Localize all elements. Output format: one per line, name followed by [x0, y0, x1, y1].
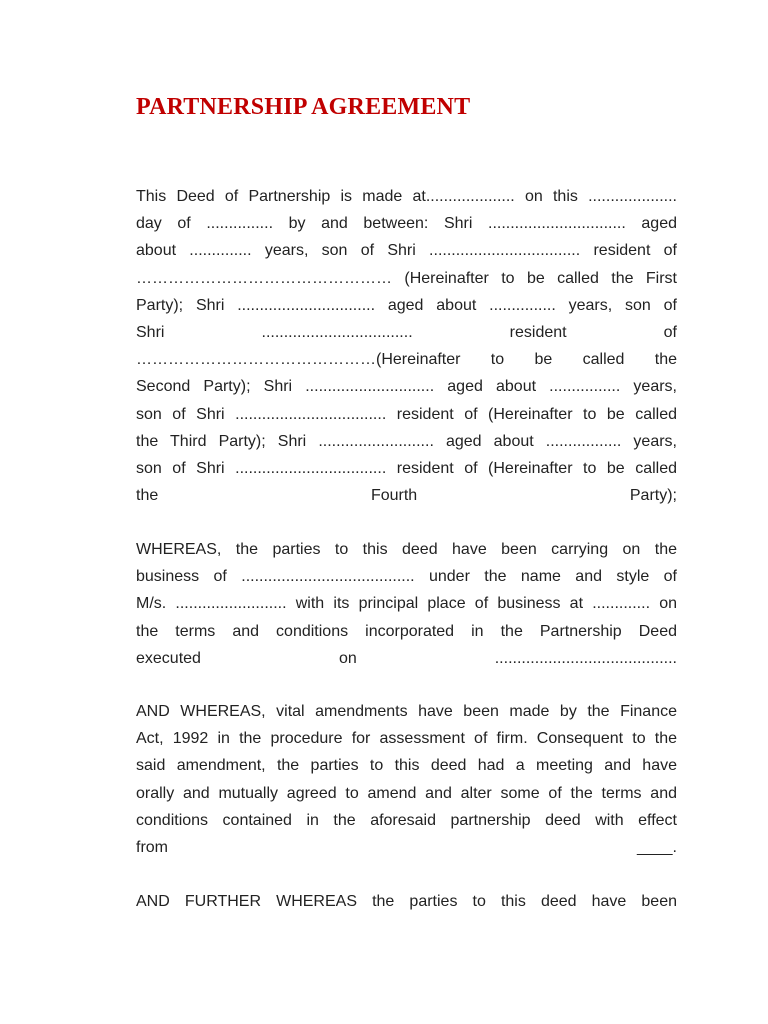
paragraph-further-whereas [136, 888, 677, 915]
text-line: from ____. [136, 838, 677, 856]
text-line: the Third Party); Shri .......................... aged about ................. years, [136, 432, 677, 450]
document-title: PARTNERSHIP AGREEMENT [136, 94, 471, 120]
paragraph-whereas [136, 536, 677, 672]
text-line: AND FURTHER WHEREAS the parties to this deed have been [136, 893, 677, 910]
text-line: said amendment, the parties to this deed had a meeting and have [136, 757, 677, 775]
text-line: about .............. years, son of Shri .................................. resident of [136, 242, 677, 260]
text-line: orally and mutually agreed to amend and alter some of the terms and [136, 784, 677, 802]
text-line: ………………………………………… (Hereinafter to be called the First [136, 269, 677, 287]
text-line: Party); Shri ............................... aged about ............... years, son of [136, 296, 677, 314]
text-line: the terms and conditions incorporated in the Partnership Deed [136, 622, 677, 640]
text-line: conditions contained in the aforesaid partnership deed with effect [136, 811, 677, 829]
text-line: Second Party); Shri ............................. aged about ................ years, [136, 378, 677, 396]
text-line: day of ............... by and between: Shri ............................... aged [136, 215, 677, 233]
text-line: Shri .................................. resident of [136, 323, 677, 341]
text-line: WHEREAS, the parties to this deed have been carrying on the [136, 541, 677, 558]
text-line: the Fourth Party); [136, 487, 677, 505]
text-line: M/s. ......................... with its principal place of business at ............. on [136, 595, 677, 613]
paragraph-parties [136, 183, 677, 509]
text-line: son of Shri .................................. resident of (Hereinafter to be called [136, 405, 677, 423]
text-line: AND WHEREAS, vital amendments have been made by the Finance [136, 703, 677, 720]
text-line: This Deed of Partnership is made at.................... on this .................... [136, 188, 677, 205]
text-line: business of ....................................... under the name and style of [136, 568, 677, 586]
text-line: son of Shri .................................. resident of (Hereinafter to be called [136, 459, 677, 477]
text-line: ………………………………………(Hereinafter to be called the [136, 351, 677, 369]
text-line: executed on ......................................... [136, 649, 677, 667]
paragraph-and-whereas [136, 698, 677, 861]
text-line: Act, 1992 in the procedure for assessment of firm. Consequent to the [136, 730, 677, 748]
